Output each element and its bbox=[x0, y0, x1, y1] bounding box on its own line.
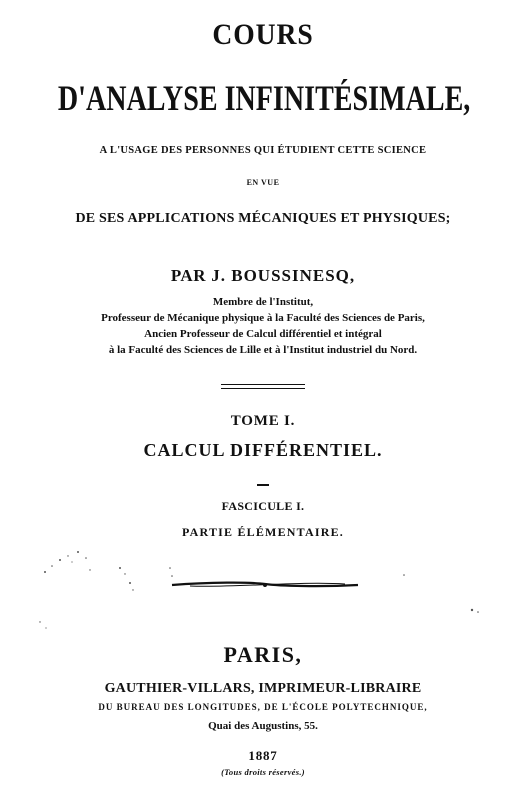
imprint-rights: (Tous droits réservés.) bbox=[221, 767, 305, 777]
author-name: J. BOUSSINESQ, bbox=[211, 266, 356, 285]
title-en-vue: EN VUE bbox=[246, 178, 280, 187]
title-main: D'ANALYSE INFINITÉSIMALE, bbox=[57, 78, 471, 118]
double-rule-divider bbox=[221, 384, 305, 389]
author-credential: Membre de l'Institut, bbox=[212, 296, 314, 308]
author-credential: Professeur de Mécanique physique à la Faculté des Sciences de Paris, bbox=[101, 312, 425, 324]
volume-tome: TOME I. bbox=[230, 413, 296, 429]
volume-subject: CALCUL DIFFÉRENTIEL. bbox=[143, 440, 383, 460]
imprint-year: 1887 bbox=[248, 748, 278, 763]
volume-fascicule: FASCICULE I. bbox=[221, 499, 305, 513]
ornamental-rule bbox=[170, 578, 360, 592]
imprint-bureau: DU BUREAU DES LONGITUDES, DE L'ÉCOLE POLYTECHNIQUE, bbox=[98, 702, 428, 712]
title-applications: DE SES APPLICATIONS MÉCANIQUES ET PHYSIQUES; bbox=[75, 211, 451, 226]
author-credential: à la Faculté des Sciences de Lille et à l'Institut industriel du Nord. bbox=[108, 344, 418, 356]
volume-part: PARTIE ÉLÉMENTAIRE. bbox=[182, 525, 344, 539]
title-usage: A L'USAGE DES PERSONNES QUI ÉTUDIENT CETTE SCIENCE bbox=[99, 145, 427, 156]
author-prefix: PAR bbox=[170, 266, 206, 285]
imprint-address: Quai des Augustins, 55. bbox=[208, 720, 318, 732]
imprint-city: PARIS, bbox=[223, 642, 303, 667]
title-cours: COURS bbox=[212, 18, 314, 51]
imprint-publisher: GAUTHIER-VILLARS, IMPRIMEUR-LIBRAIRE bbox=[104, 681, 422, 696]
author-line bbox=[0, 267, 526, 284]
short-dash-divider bbox=[257, 484, 269, 486]
author-credential: Ancien Professeur de Calcul différentiel et intégral bbox=[144, 328, 382, 340]
